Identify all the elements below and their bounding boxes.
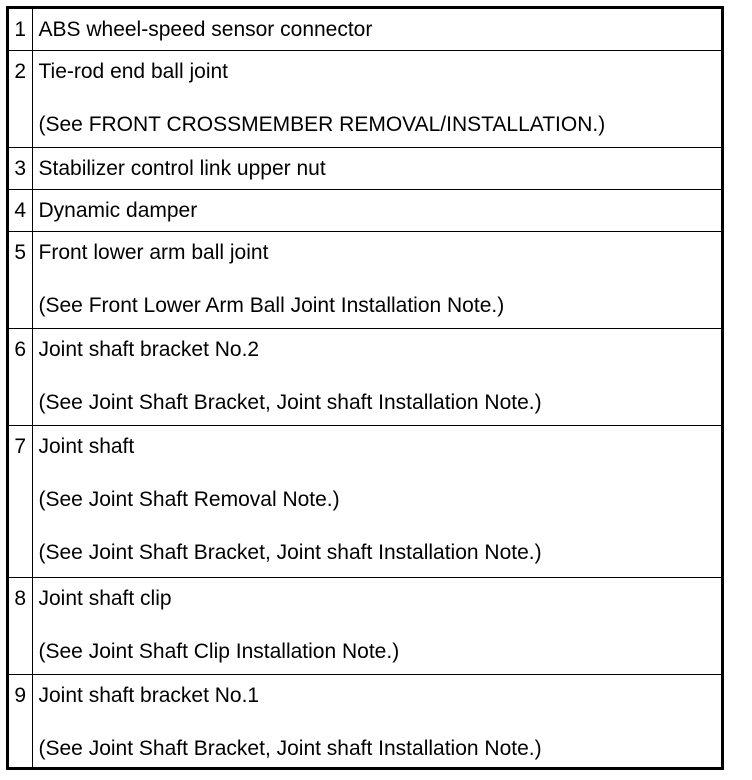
table-row: [9, 577, 721, 674]
table-row: [9, 147, 721, 189]
part-description: [32, 50, 721, 147]
part-note: (See Joint Shaft Bracket, Joint shaft Installation Note.): [38, 390, 542, 414]
part-description: [32, 425, 721, 577]
part-note: (See Joint Shaft Clip Installation Note.): [38, 639, 400, 663]
part-name: Dynamic damper: [38, 198, 198, 222]
part-number: 3: [9, 147, 32, 189]
table-row: [9, 9, 721, 50]
parts-table: [9, 9, 721, 767]
part-description: [32, 674, 721, 767]
part-name: Joint shaft bracket No.1: [38, 683, 260, 707]
part-name: Tie-rod end ball joint: [38, 59, 228, 83]
table-row: [9, 189, 721, 231]
part-name: ABS wheel-speed sensor connector: [38, 18, 373, 41]
part-name: Joint shaft: [38, 434, 135, 458]
table-row: [9, 231, 721, 328]
part-number: 2: [9, 50, 32, 147]
part-name: Stabilizer control link upper nut: [38, 156, 326, 180]
parts-table-frame: [6, 6, 724, 770]
part-description: [32, 147, 721, 189]
part-name: Front lower arm ball joint: [38, 240, 269, 264]
part-note: (See Front Lower Arm Ball Joint Installation Note.): [38, 293, 505, 317]
table-row: [9, 425, 721, 577]
part-description: [32, 577, 721, 674]
part-number: 9: [9, 674, 32, 767]
part-number: 7: [9, 425, 32, 577]
part-note: (See Joint Shaft Bracket, Joint shaft Installation Note.): [38, 736, 542, 760]
part-description: [32, 328, 721, 425]
part-number: 1: [9, 9, 32, 50]
part-name: Joint shaft bracket No.2: [38, 337, 260, 361]
part-note: (See Joint Shaft Removal Note.): [38, 487, 340, 511]
table-row: [9, 328, 721, 425]
part-description: [32, 189, 721, 231]
part-description: [32, 231, 721, 328]
part-description: [32, 9, 721, 50]
part-note: (See FRONT CROSSMEMBER REMOVAL/INSTALLATION.): [38, 112, 606, 136]
table-row: [9, 50, 721, 147]
part-number: 6: [9, 328, 32, 425]
part-name: Joint shaft clip: [38, 586, 172, 610]
part-number: 8: [9, 577, 32, 674]
table-row: [9, 674, 721, 767]
part-number: 4: [9, 189, 32, 231]
part-note: (See Joint Shaft Bracket, Joint shaft Installation Note.): [38, 540, 542, 564]
part-number: 5: [9, 231, 32, 328]
